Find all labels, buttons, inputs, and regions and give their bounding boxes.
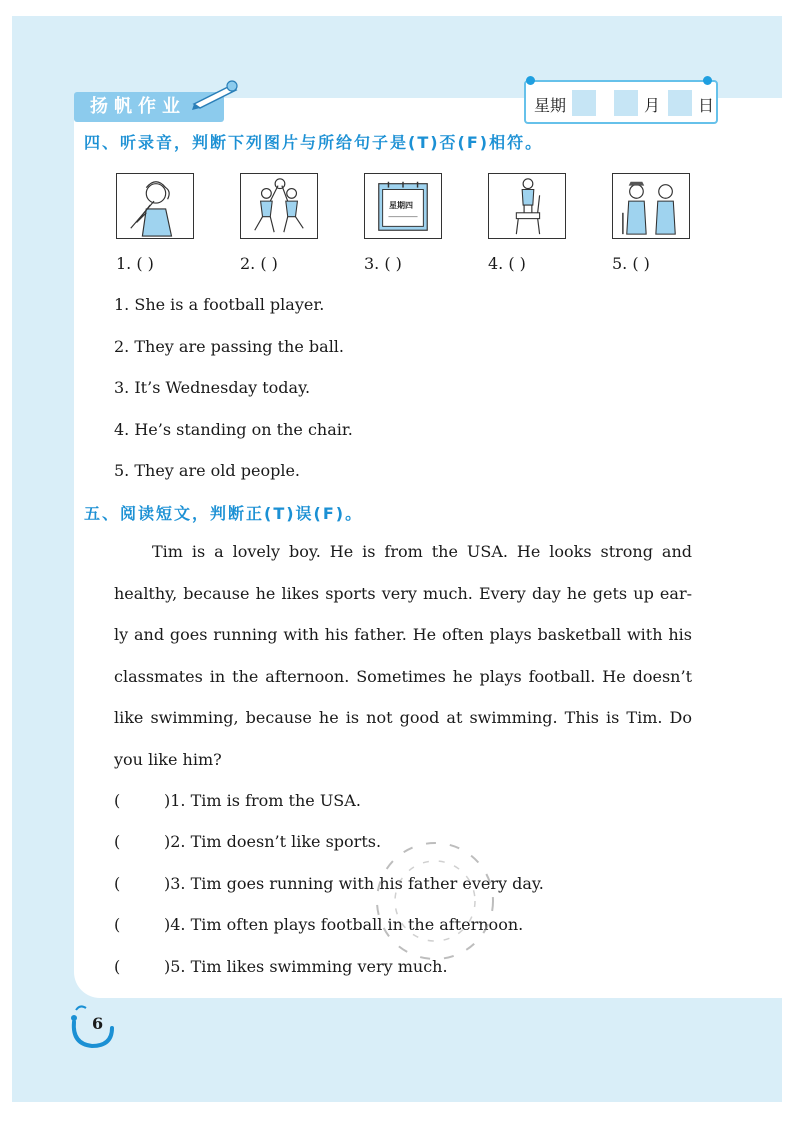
picture-answer-5[interactable]: 5. ( ) bbox=[612, 254, 650, 273]
question-text: 3. Tim goes running with his father every day. bbox=[170, 874, 544, 893]
passage-line: ly and goes running with his father. He often plays basketball with his bbox=[114, 625, 692, 644]
question-1 bbox=[114, 791, 361, 810]
sentence-1: 1. She is a football player. bbox=[114, 295, 325, 314]
pin-icon bbox=[703, 76, 712, 85]
question-text: 5. Tim likes swimming very much. bbox=[170, 957, 448, 976]
passage-line: healthy, because he likes sports very much. Every day he gets up ear- bbox=[114, 583, 692, 603]
paren-close: ) bbox=[164, 832, 171, 851]
week-field[interactable] bbox=[572, 90, 596, 116]
answer-blank-4[interactable]: ( bbox=[114, 915, 121, 934]
question-text: 4. Tim often plays football in the afternoon. bbox=[170, 915, 524, 934]
answer-blank-5[interactable]: ( bbox=[114, 957, 121, 976]
month-field[interactable] bbox=[614, 90, 638, 116]
month-label: 月 bbox=[644, 96, 661, 115]
paren-close: ) bbox=[164, 791, 171, 810]
picture-old-people bbox=[612, 173, 690, 239]
day-field[interactable] bbox=[668, 90, 692, 116]
paren-close: ) bbox=[164, 915, 171, 934]
picture-answer-2[interactable]: 2. ( ) bbox=[240, 254, 278, 273]
day-label: 日 bbox=[698, 96, 715, 115]
passage-line: classmates in the afternoon. Sometimes he plays football. He doesn’t bbox=[114, 666, 692, 686]
passage-line: you like him? bbox=[114, 749, 222, 769]
pencil-icon bbox=[190, 78, 242, 112]
bottom-band bbox=[12, 998, 782, 1102]
paren-close: ) bbox=[164, 874, 171, 893]
section5-heading: 五、阅读短文，判断正(T)误(F)。 bbox=[84, 504, 364, 523]
question-text: 1. Tim is from the USA. bbox=[170, 791, 361, 810]
passage-line: like swimming, because he is not good at swimming. This is Tim. Do bbox=[114, 708, 692, 727]
sentence-3: 3. It’s Wednesday today. bbox=[114, 378, 311, 397]
date-box bbox=[524, 80, 718, 124]
answer-blank-1[interactable]: ( bbox=[114, 791, 121, 810]
answer-blank-3[interactable]: ( bbox=[114, 874, 121, 893]
page-number-swirl-icon bbox=[66, 1000, 116, 1050]
pin-icon bbox=[526, 76, 535, 85]
picture-calendar bbox=[364, 173, 442, 239]
sentence-5: 5. They are old people. bbox=[114, 461, 300, 480]
section4-heading: 四、听录音，判断下列图片与所给句子是(T)否(F)相符。 bbox=[84, 133, 544, 152]
question-2 bbox=[114, 832, 381, 851]
week-label: 星期 bbox=[534, 96, 567, 115]
passage-line: Tim is a lovely boy. He is from the USA. He looks strong and bbox=[152, 542, 692, 561]
brand-title: 扬帆作业 bbox=[74, 92, 224, 122]
picture-answer-3[interactable]: 3. ( ) bbox=[364, 254, 402, 273]
watermark-stamp bbox=[360, 826, 510, 976]
picture-boy-on-chair bbox=[488, 173, 566, 239]
answer-blank-2[interactable]: ( bbox=[114, 832, 121, 851]
calendar-text: 星期四 bbox=[389, 201, 413, 210]
picture-boys-basketball bbox=[240, 173, 318, 239]
sentence-4: 4. He’s standing on the chair. bbox=[114, 420, 353, 439]
paren-close: ) bbox=[164, 957, 171, 976]
picture-answer-1[interactable]: 1. ( ) bbox=[116, 254, 154, 273]
picture-girl-brushing bbox=[116, 173, 194, 239]
sentence-2: 2. They are passing the ball. bbox=[114, 337, 345, 356]
page-number: 6 bbox=[92, 1014, 104, 1033]
reading-passage bbox=[114, 531, 692, 780]
question-text: 2. Tim doesn’t like sports. bbox=[170, 832, 382, 851]
picture-answer-4[interactable]: 4. ( ) bbox=[488, 254, 526, 273]
